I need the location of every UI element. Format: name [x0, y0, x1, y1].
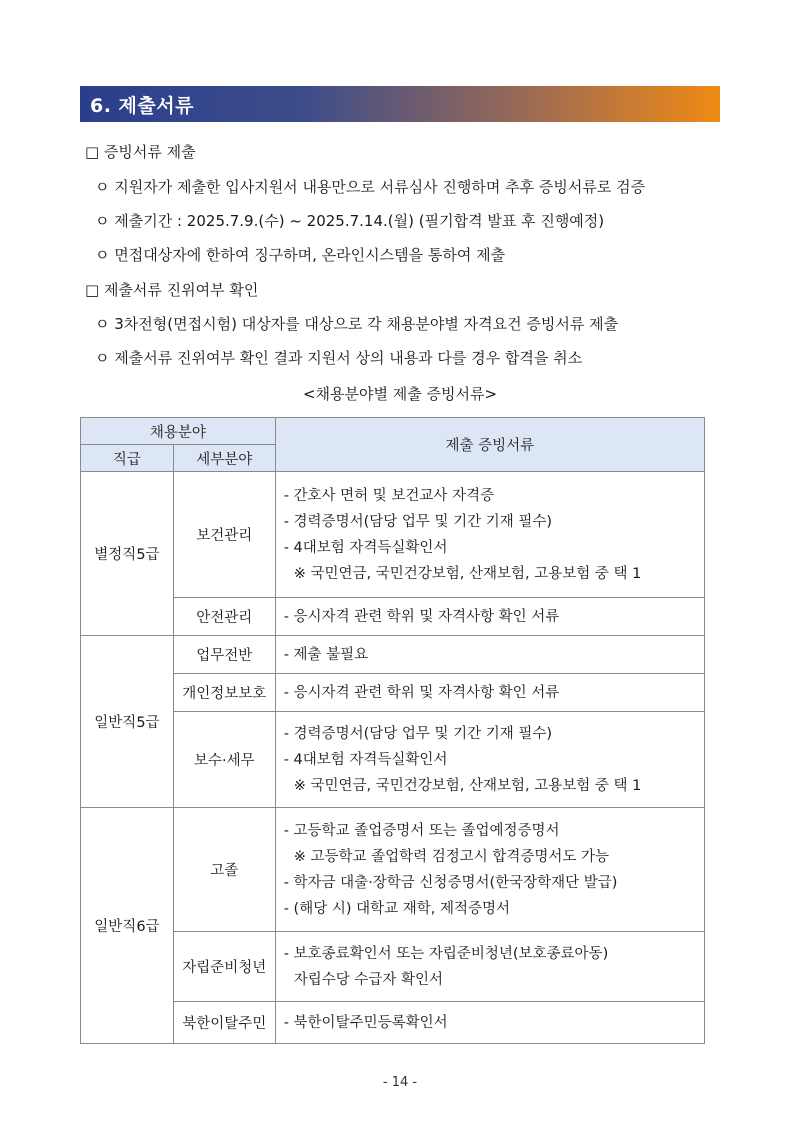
grade-cell: 일반직6급 — [81, 808, 174, 1044]
docs-cell — [275, 636, 704, 674]
table-row — [81, 1002, 705, 1044]
subfield-cell: 개인정보보호 — [173, 674, 275, 712]
grade-cell: 일반직5급 — [81, 636, 174, 808]
header-grade: 직급 — [81, 445, 174, 472]
doc-line: 자립수당 수급자 확인서 — [293, 971, 443, 988]
table-row — [81, 808, 705, 932]
docs-cell — [275, 808, 704, 932]
table-row — [81, 636, 705, 674]
section-title: 6. 제출서류 — [90, 94, 194, 117]
subfield-cell: 업무전반 — [173, 636, 275, 674]
doc-line: - 보호종료확인서 또는 자립준비청년(보호종료아동) — [283, 945, 609, 962]
documents-table — [80, 417, 705, 1044]
docs-cell — [275, 1002, 704, 1044]
doc-line: - 4대보험 자격득실확인서 — [283, 539, 448, 556]
subfield-cell: 안전관리 — [173, 598, 275, 636]
docs-cell — [275, 674, 704, 712]
doc-line: - 제출 불필요 — [283, 646, 369, 663]
section-header-bar — [80, 86, 720, 122]
table-row — [81, 932, 705, 1002]
table-header-row — [81, 418, 705, 445]
doc-line: - 응시자격 관련 학위 및 자격사항 확인 서류 — [283, 684, 560, 701]
doc-line: - 간호사 면허 및 보건교사 자격증 — [283, 487, 495, 504]
bullet-item: ㅇ 제출기간 : 2025.7.9.(수) ~ 2025.7.14.(월) (필기합격 발표 후 진행예정) — [95, 212, 605, 230]
subfield-cell: 북한이탈주민 — [173, 1002, 275, 1044]
doc-line: - 응시자격 관련 학위 및 자격사항 확인 서류 — [283, 608, 560, 625]
subfield-cell: 고졸 — [173, 808, 275, 932]
doc-line: - 고등학교 졸업증명서 또는 졸업예정증명서 — [283, 822, 560, 839]
subsection-title-verify: □ 제출서류 진위여부 확인 — [85, 281, 259, 299]
doc-line: - 경력증명서(담당 업무 및 기간 기재 필수) — [283, 725, 553, 742]
header-docs: 제출 증빙서류 — [275, 418, 704, 472]
table-caption: <채용분야별 제출 증빙서류> — [302, 385, 498, 403]
bullet-item: ㅇ 면접대상자에 한하여 징구하며, 온라인시스템을 통하여 제출 — [95, 246, 506, 264]
table-row — [81, 472, 705, 598]
header-field: 채용분야 — [81, 418, 276, 445]
doc-note: ※ 국민연금, 국민건강보험, 산재보험, 고용보험 중 택 1 — [293, 565, 642, 582]
doc-note: ※ 고등학교 졸업학력 검정고시 합격증명서도 가능 — [293, 848, 610, 865]
docs-cell — [275, 472, 704, 598]
docs-cell — [275, 712, 704, 808]
doc-line: - 경력증명서(담당 업무 및 기간 기재 필수) — [283, 513, 553, 530]
page-number: - 14 - — [382, 1075, 418, 1090]
doc-line: - (해당 시) 대학교 재학, 제적증명서 — [283, 900, 510, 917]
subsection-title-submit: □ 증빙서류 제출 — [85, 143, 196, 161]
subfield-cell: 자립준비청년 — [173, 932, 275, 1002]
grade-cell: 별정직5급 — [81, 472, 174, 636]
table-row — [81, 598, 705, 636]
header-subfield: 세부분야 — [173, 445, 275, 472]
docs-cell — [275, 598, 704, 636]
subfield-cell: 보건관리 — [173, 472, 275, 598]
doc-line: - 북한이탈주민등록확인서 — [283, 1014, 448, 1031]
bullet-item: ㅇ 3차전형(면접시험) 대상자를 대상으로 각 채용분야별 자격요건 증빙서류 제출 — [95, 315, 619, 333]
doc-note: ※ 국민연금, 국민건강보험, 산재보험, 고용보험 중 택 1 — [293, 777, 642, 794]
doc-line: - 학자금 대출·장학금 신청증명서(한국장학재단 발급) — [283, 874, 618, 891]
doc-line: - 4대보험 자격득실확인서 — [283, 751, 448, 768]
docs-cell — [275, 932, 704, 1002]
table-row — [81, 674, 705, 712]
subfield-cell: 보수·세무 — [173, 712, 275, 808]
table-row — [81, 712, 705, 808]
bullet-item: ㅇ 제출서류 진위여부 확인 결과 지원서 상의 내용과 다를 경우 합격을 취소 — [95, 349, 583, 367]
bullet-item: ㅇ 지원자가 제출한 입사지원서 내용만으로 서류심사 진행하며 추후 증빙서류로 검증 — [95, 178, 646, 196]
